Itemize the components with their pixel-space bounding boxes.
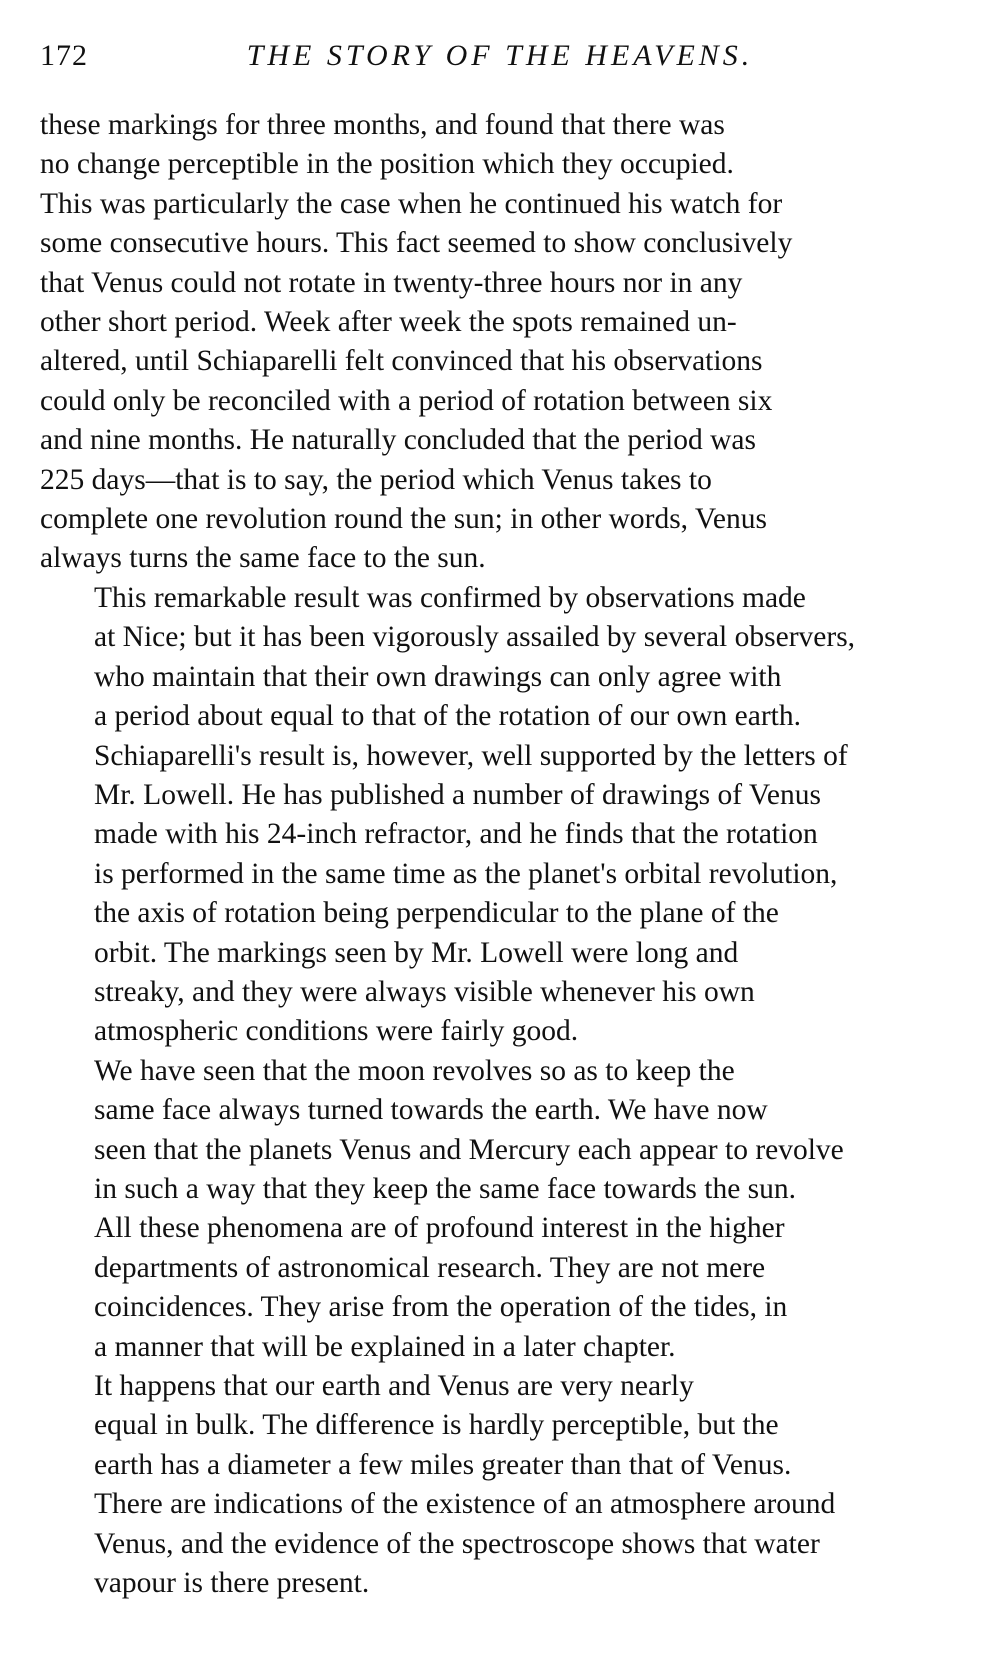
text-line: It happens that our earth and Venus are very nearly [94,1370,694,1402]
text-line: the axis of rotation being perpendicular to the plane of the [94,897,779,930]
text-line: atmospheric conditions were fairly good. [94,1015,579,1048]
text-line: in such a way that they keep the same face towards the sun. [94,1172,797,1205]
text-line: Schiaparelli's result is, however, well supported by the letters of [94,739,848,772]
text-line: and nine months. He naturally concluded that the period was [40,424,756,457]
text-line: Venus, and the evidence of the spectroscope shows that water [94,1527,820,1560]
text-line: other short period. Week after week the spots remained un- [40,306,737,339]
paragraph-4 [40,1367,960,1603]
text-line: 225 days—that is to say, the period which Venus takes to [40,463,712,496]
text-line: made with his 24-inch refractor, and he finds that the rotation [94,818,818,851]
text-line: This remarkable result was confirmed by observations made [94,581,806,614]
text-line: a manner that will be explained in a later chapter. [94,1330,676,1363]
text-line: coincidences. They arise from the operation of the tides, in [94,1291,788,1324]
text-line: earth has a diameter a few miles greater than that of Venus. [94,1448,792,1481]
text-line: some consecutive hours. This fact seemed to show conclusively [40,227,793,260]
running-title: THE STORY OF THE HEAVENS. [246,39,754,72]
text-line: seen that the planets Venus and Mercury each appear to revolve [94,1133,844,1166]
text-line: All these phenomena are of profound interest in the higher [94,1212,785,1245]
text-line: these markings for three months, and found that there was [40,109,725,141]
text-line: streaky, and they were always visible whenever his own [94,975,755,1008]
page-number: 172 [40,39,88,72]
text-line: always turns the same face to the sun. [40,542,486,575]
text-line: departments of astronomical research. They are not mere [94,1251,766,1284]
text-line: at Nice; but it has been vigorously assailed by several observers, [94,621,856,654]
text-line: equal in bulk. The difference is hardly perceptible, but the [94,1409,779,1442]
book-page [40,26,960,1603]
paragraph-3 [40,1052,960,1367]
text-line: There are indications of the existence of an atmosphere around [94,1488,836,1521]
text-line: a period about equal to that of the rotation of our own earth. [94,700,801,733]
text-line: who maintain that their own drawings can only agree with [94,660,782,693]
text-line: that Venus could not rotate in twenty-three hours nor in any [40,266,743,299]
text-line: altered, until Schiaparelli felt convinced that his observations [40,345,763,378]
running-head [40,26,960,86]
paragraph-2 [40,579,960,1052]
text-line: is performed in the same time as the planet's orbital revolution, [94,857,838,890]
text-line: orbit. The markings seen by Mr. Lowell were long and [94,936,739,969]
body-text [40,106,960,1603]
paragraph-1 [40,106,960,579]
text-line: vapour is there present. [94,1567,370,1600]
text-line: This was particularly the case when he continued his watch for [40,187,783,220]
text-line: no change perceptible in the position which they occupied. [40,148,734,181]
text-line: We have seen that the moon revolves so as to keep the [94,1054,735,1087]
text-line: same face always turned towards the earth. We have now [94,1094,768,1127]
text-line: complete one revolution round the sun; in other words, Venus [40,503,767,536]
text-line: Mr. Lowell. He has published a number of drawings of Venus [94,778,821,811]
text-line: could only be reconciled with a period of rotation between six [40,384,773,417]
